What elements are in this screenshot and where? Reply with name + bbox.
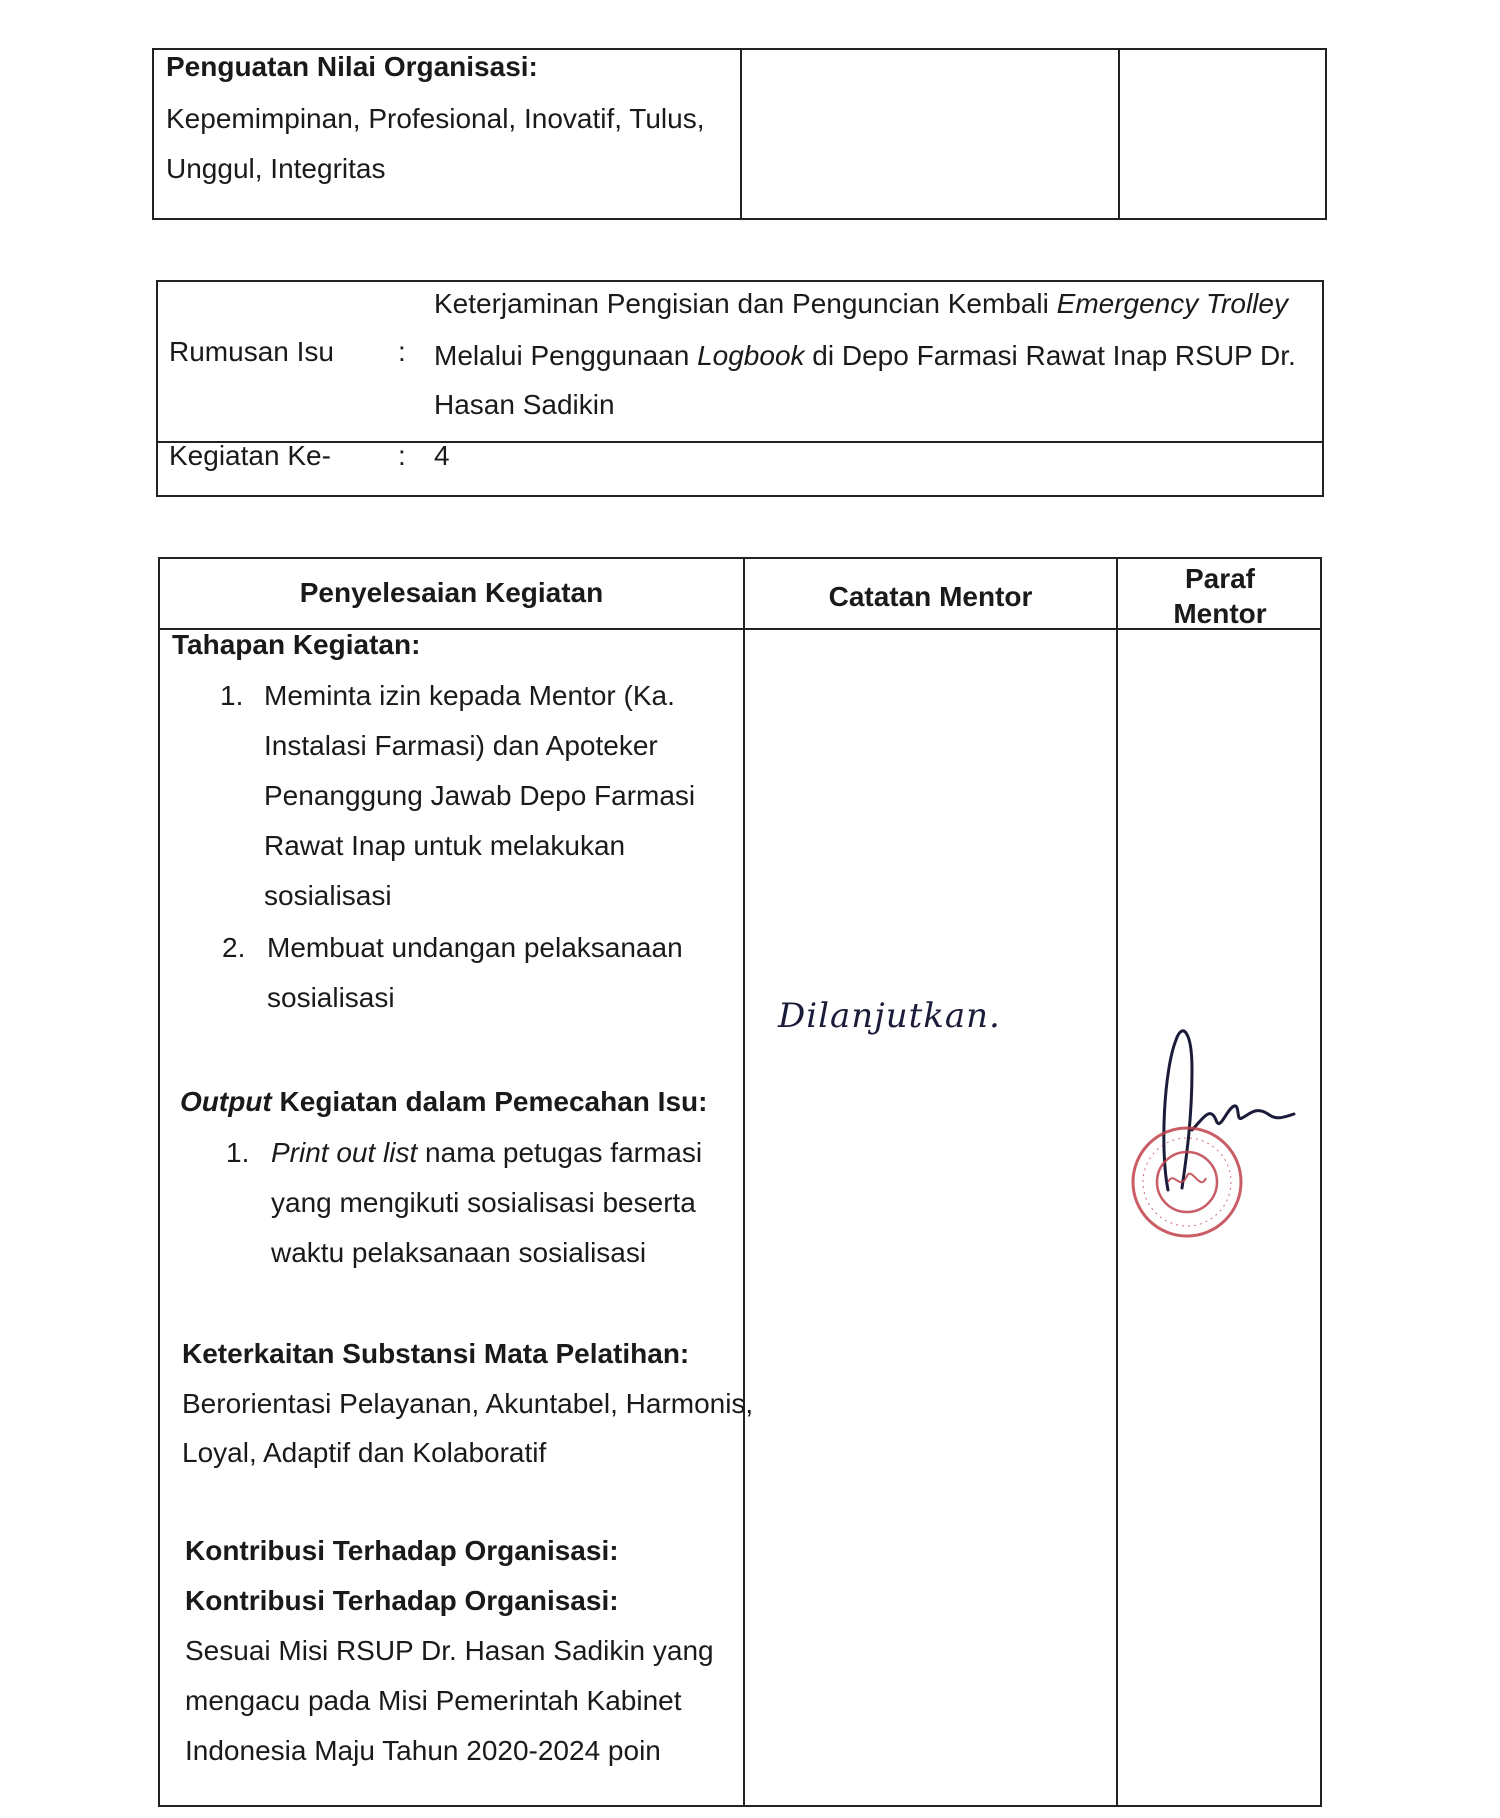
step-1-line: Meminta izin kepada Mentor (Ka. [264,680,675,711]
tahapan-heading: Tahapan Kegiatan: [172,629,421,660]
kontribusi-heading: Kontribusi Terhadap Organisasi: [185,1585,619,1616]
step-2-line: sosialisasi [267,982,395,1013]
kontribusi-line: Sesuai Misi RSUP Dr. Hasan Sadikin yang [185,1635,714,1666]
header-paraf-line-1: Paraf [1184,563,1256,594]
kontribusi-heading: Kontribusi Terhadap Organisasi: [185,1535,619,1566]
step-1-line: Instalasi Farmasi) dan Apoteker [264,730,658,761]
issue-line-1: Keterjaminan Pengisian dan Penguncian Kembali Emergency Trolley [434,288,1288,319]
keterkaitan-line: Berorientasi Pelayanan, Akuntabel, Harmonis, [182,1388,754,1419]
step-1-line: Rawat Inap untuk melakukan [264,830,626,861]
mentor-signature [1130,1010,1320,1240]
kontribusi-line: Indonesia Maju Tahun 2020-2024 poin [185,1735,661,1766]
kegiatan-ke-value: 4 [434,440,450,471]
issue-line-2: Melalui Penggunaan Logbook di Depo Farmasi Rawat Inap RSUP Dr. [434,340,1296,371]
keterkaitan-line: Loyal, Adaptif dan Kolaboratif [182,1437,547,1468]
activity-divider-2 [1116,557,1118,1807]
step-1-line: Penanggung Jawab Depo Farmasi [264,780,696,811]
kegiatan-ke-colon: : [398,440,406,471]
header-penyelesaian: Penyelesaian Kegiatan [299,577,604,608]
values-heading: Penguatan Nilai Organisasi: [166,51,538,82]
issue-row-divider [156,441,1324,443]
keterkaitan-heading: Keterkaitan Substansi Mata Pelatihan: [182,1338,690,1369]
values-line-1: Kepemimpinan, Profesional, Inovatif, Tulus, [166,103,705,134]
issue-line-3: Hasan Sadikin [434,389,615,420]
values-line-2: Unggul, Integritas [166,153,386,184]
output-1-line: waktu pelaksanaan sosialisasi [271,1237,647,1268]
step-1-line: sosialisasi [264,880,392,911]
step-2-line: Membuat undangan pelaksanaan [267,932,683,963]
output-1-num: 1. [226,1137,250,1168]
rumusan-isu-colon: : [398,336,406,367]
output-heading: Output Kegiatan dalam Pemecahan Isu: [180,1086,708,1117]
kontribusi-line: mengacu pada Misi Pemerintah Kabinet [185,1685,682,1716]
output-1-line: yang mengikuti sosialisasi beserta [271,1187,696,1218]
header-paraf-line-2: Mentor [1173,598,1267,629]
mentor-note: Dilanjutkan. [778,996,1001,1036]
header-catatan-mentor: Catatan Mentor [828,581,1033,612]
rumusan-isu-label: Rumusan Isu [169,336,334,367]
step-1-num: 1. [220,680,244,711]
step-2-num: 2. [222,932,246,963]
activity-divider-1 [743,557,745,1807]
values-divider-1 [740,48,742,220]
kegiatan-ke-label: Kegiatan Ke- [169,440,331,471]
output-1-line: Print out list nama petugas farmasi [271,1137,703,1168]
signature-stroke [1164,1031,1294,1190]
values-divider-2 [1118,48,1120,220]
